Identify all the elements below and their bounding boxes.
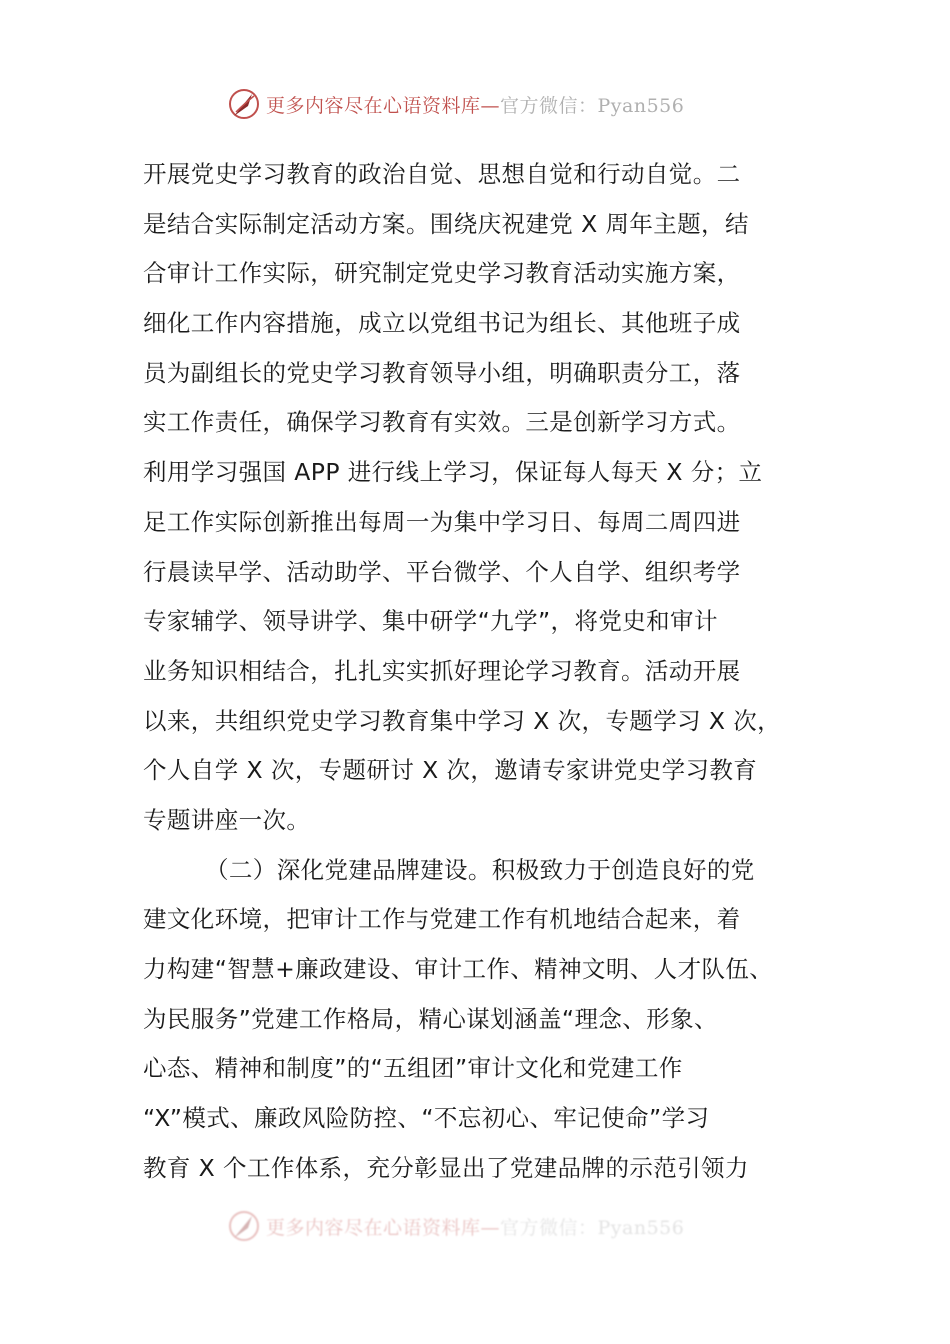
footer-watermark-text-red: 更多内容尽在心语资料库— <box>266 1216 501 1239</box>
text-line: 以来，共组织党史学习教育集中学习 X 次，专题学习 X 次， <box>143 706 782 735</box>
footer-watermark-text <box>266 1213 684 1240</box>
text-line: 员为副组长的党史学习教育领导小组，明确职责分工，落 <box>143 358 741 387</box>
quill-logo-icon <box>226 1208 262 1244</box>
text-line: 个人自学 X 次，专题研讨 X 次，邀请专家讲党史学习教育 <box>143 756 758 785</box>
text-line: 开展党史学习教育的政治自觉、思想自觉和行动自觉。二 <box>143 160 741 188</box>
text-line: 细化工作内容措施，成立以党组书记为组长、其他班子成 <box>143 309 741 338</box>
text-line: 为民服务”党建工作格局，精心谋划涵盖“理念、形象、 <box>143 1004 718 1033</box>
watermark-text-red: 更多内容尽在心语资料库— <box>266 94 501 117</box>
document-body <box>143 150 823 1193</box>
quill-logo-icon <box>226 86 262 122</box>
text-line: 教育 X 个工作体系，充分彰显出了党建品牌的示范引领力 <box>143 1153 749 1182</box>
watermark-header <box>226 86 684 122</box>
text-line: 专题讲座一次。 <box>143 805 311 834</box>
text-line: 实工作责任，确保学习教育有实效。三是创新学习方式。 <box>143 408 741 437</box>
text-line: 足工作实际创新推出每周一为集中学习日、每周二周四进 <box>143 507 741 536</box>
text-line: 心态、精神和制度”的“五组团”审计文化和党建工作 <box>143 1054 683 1083</box>
text-line: 专家辅学、领导讲学、集中研学“九学”，将党史和审计 <box>143 607 718 636</box>
text-line: “X”模式、廉政风险防控、“不忘初心、牢记使命”学习 <box>143 1104 710 1133</box>
watermark-text <box>266 91 684 118</box>
text-line: 利用学习强国 APP 进行线上学习，保证每人每天 X 分；立 <box>143 458 763 487</box>
text-line: 力构建“智慧+廉政建设、审计工作、精神文明、人才队伍、 <box>143 955 774 983</box>
watermark-text-gray: 官方微信：Pyan556 <box>500 94 685 117</box>
paragraph-heading-line: （二）深化党建品牌建设。积极致力于创造良好的党 <box>205 855 755 884</box>
footer-watermark-text-gray: 官方微信：Pyan556 <box>500 1216 685 1239</box>
text-line: 建文化环境，把审计工作与党建工作有机地结合起来，着 <box>143 905 741 934</box>
text-line: 业务知识相结合，扎扎实实抓好理论学习教育。活动开展 <box>143 656 741 685</box>
text-line: 行晨读早学、活动助学、平台微学、个人自学、组织考学 <box>143 557 741 586</box>
text-line: 合审计工作实际，研究制定党史学习教育活动实施方案， <box>143 259 741 288</box>
text-line: 是结合实际制定活动方案。围绕庆祝建党 X 周年主题，结 <box>143 209 749 238</box>
watermark-footer <box>226 1208 684 1244</box>
